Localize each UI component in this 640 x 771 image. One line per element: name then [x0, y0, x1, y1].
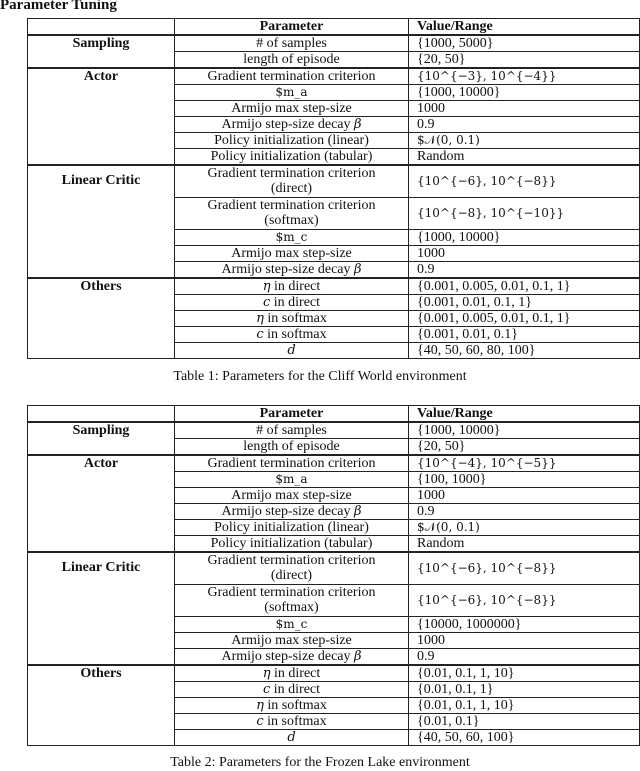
value-cell: 0.9 — [409, 261, 640, 278]
parameter-cell: Gradient termination criterion (softmax) — [175, 197, 409, 229]
parameter-cell: d — [175, 342, 409, 358]
value-cell: 0.9 — [409, 504, 640, 520]
value-cell-text: {10^{−6}, 10^{−8}} — [417, 173, 557, 188]
parameter-cell-text: $m_c — [275, 616, 308, 631]
value-cell-text: {10^{−4}, 10^{−5}} — [417, 456, 557, 470]
parameter-cell: Armijo step-size decay β — [175, 261, 409, 278]
table-row — [28, 552, 640, 584]
parameter-cell: Gradient termination criterion (softmax) — [175, 584, 409, 616]
value-cell: {0.01, 0.1} — [409, 713, 640, 729]
table-row — [28, 455, 640, 472]
value-cell: 0.9 — [409, 117, 640, 133]
table-row — [28, 68, 640, 85]
parameter-cell: c in softmax — [175, 326, 409, 342]
section-title: Parameter Tuning — [0, 0, 117, 13]
group-label: Linear Critic — [28, 165, 175, 278]
parameter-cell: c in direct — [175, 681, 409, 697]
header-group — [28, 406, 175, 423]
parameter-cell — [175, 85, 409, 101]
value-cell-text: $𝒩(0, 0.1) — [417, 133, 480, 147]
parameter-cell: length of episode — [175, 439, 409, 456]
value-cell-text: {10^{−6}, 10^{−8}} — [417, 592, 557, 607]
value-cell: {1000, 10000} — [409, 229, 640, 245]
value-cell: {40, 50, 60, 80, 100} — [409, 342, 640, 358]
parameter-cell — [175, 229, 409, 245]
parameter-cell: Armijo max step-size — [175, 101, 409, 117]
parameter-table-1 — [27, 18, 640, 359]
parameter-cell-text: $m_a — [275, 85, 308, 99]
value-cell: {0.001, 0.005, 0.01, 0.1, 1} — [409, 278, 640, 295]
value-cell: {40, 50, 60, 100} — [409, 729, 640, 745]
value-cell: Random — [409, 536, 640, 553]
value-cell: {0.001, 0.01, 0.1} — [409, 326, 640, 342]
parameter-cell: η in softmax — [175, 697, 409, 713]
value-cell-text: {10^{−6}, 10^{−8}} — [417, 560, 557, 575]
parameter-cell: c in direct — [175, 294, 409, 310]
value-cell — [409, 68, 640, 85]
value-cell: Random — [409, 149, 640, 166]
parameter-cell: Policy initialization (linear) — [175, 133, 409, 149]
value-cell: 1000 — [409, 245, 640, 261]
value-cell: 1000 — [409, 632, 640, 648]
parameter-cell — [175, 472, 409, 488]
table-header-row — [28, 406, 640, 423]
parameter-cell: η in direct — [175, 665, 409, 682]
parameter-cell: Armijo step-size decay β — [175, 648, 409, 665]
group-label: Others — [28, 278, 175, 359]
group-label: Sampling — [28, 422, 175, 455]
value-cell — [409, 197, 640, 229]
value-cell: {0.01, 0.1, 1} — [409, 681, 640, 697]
parameter-cell: Armijo step-size decay β — [175, 117, 409, 133]
parameter-table-2 — [27, 405, 640, 746]
value-cell: {10000, 1000000} — [409, 616, 640, 632]
value-cell: {0.001, 0.01, 0.1, 1} — [409, 294, 640, 310]
value-cell: 1000 — [409, 101, 640, 117]
value-cell: {20, 50} — [409, 52, 640, 69]
table-row — [28, 35, 640, 52]
parameter-cell: Policy initialization (tabular) — [175, 536, 409, 553]
value-cell — [409, 165, 640, 197]
value-cell — [409, 133, 640, 149]
parameter-cell: Armijo max step-size — [175, 245, 409, 261]
table-caption-2: Table 2: Parameters for the Frozen Lake environment — [170, 755, 470, 770]
value-cell-text: {10^{−8}, 10^{−10}} — [417, 205, 565, 220]
header-value: Value/Range — [409, 406, 640, 423]
value-cell: {0.01, 0.1, 1, 10} — [409, 665, 640, 682]
parameter-cell: η in direct — [175, 278, 409, 295]
value-cell: {20, 50} — [409, 439, 640, 456]
value-cell — [409, 584, 640, 616]
value-cell: {0.001, 0.005, 0.01, 0.1, 1} — [409, 310, 640, 326]
value-cell-text: {10^{−3}, 10^{−4}} — [417, 69, 557, 83]
value-cell: 0.9 — [409, 648, 640, 665]
table-caption-1: Table 1: Parameters for the Cliff World environment — [173, 369, 467, 384]
parameter-cell: Policy initialization (tabular) — [175, 149, 409, 166]
group-label: Linear Critic — [28, 552, 175, 665]
parameter-cell-text: $m_a — [275, 472, 308, 486]
parameter-cell — [175, 616, 409, 632]
value-cell — [409, 552, 640, 584]
table-row — [28, 278, 640, 295]
table-row — [28, 422, 640, 439]
value-cell: {1000, 5000} — [409, 35, 640, 52]
parameter-cell: c in softmax — [175, 713, 409, 729]
parameter-cell: # of samples — [175, 35, 409, 52]
value-cell: {0.01, 0.1, 1, 10} — [409, 697, 640, 713]
parameter-cell: Armijo step-size decay β — [175, 504, 409, 520]
group-label: Others — [28, 665, 175, 746]
value-cell-text: $𝒩(0, 0.1) — [417, 520, 480, 534]
header-parameter: Parameter — [175, 19, 409, 36]
parameter-cell: Armijo max step-size — [175, 488, 409, 504]
parameter-cell: # of samples — [175, 422, 409, 439]
value-cell — [409, 520, 640, 536]
value-cell: {1000, 10000} — [409, 422, 640, 439]
parameter-cell: Gradient termination criterion — [175, 455, 409, 472]
parameter-cell: Gradient termination criterion (direct) — [175, 165, 409, 197]
table-row — [28, 165, 640, 197]
value-cell: {1000, 10000} — [409, 85, 640, 101]
parameter-cell: d — [175, 729, 409, 745]
parameter-cell: Policy initialization (linear) — [175, 520, 409, 536]
table-header-row — [28, 19, 640, 36]
parameter-cell: length of episode — [175, 52, 409, 69]
value-cell: {100, 1000} — [409, 472, 640, 488]
parameter-cell: Gradient termination criterion — [175, 68, 409, 85]
group-label: Actor — [28, 455, 175, 552]
header-value: Value/Range — [409, 19, 640, 36]
parameter-cell: Gradient termination criterion (direct) — [175, 552, 409, 584]
header-group — [28, 19, 175, 36]
header-parameter: Parameter — [175, 406, 409, 423]
table-row — [28, 665, 640, 682]
group-label: Sampling — [28, 35, 175, 68]
group-label: Actor — [28, 68, 175, 165]
parameter-cell: η in softmax — [175, 310, 409, 326]
parameter-cell: Armijo max step-size — [175, 632, 409, 648]
value-cell — [409, 455, 640, 472]
value-cell: 1000 — [409, 488, 640, 504]
parameter-cell-text: $m_c — [275, 229, 308, 244]
